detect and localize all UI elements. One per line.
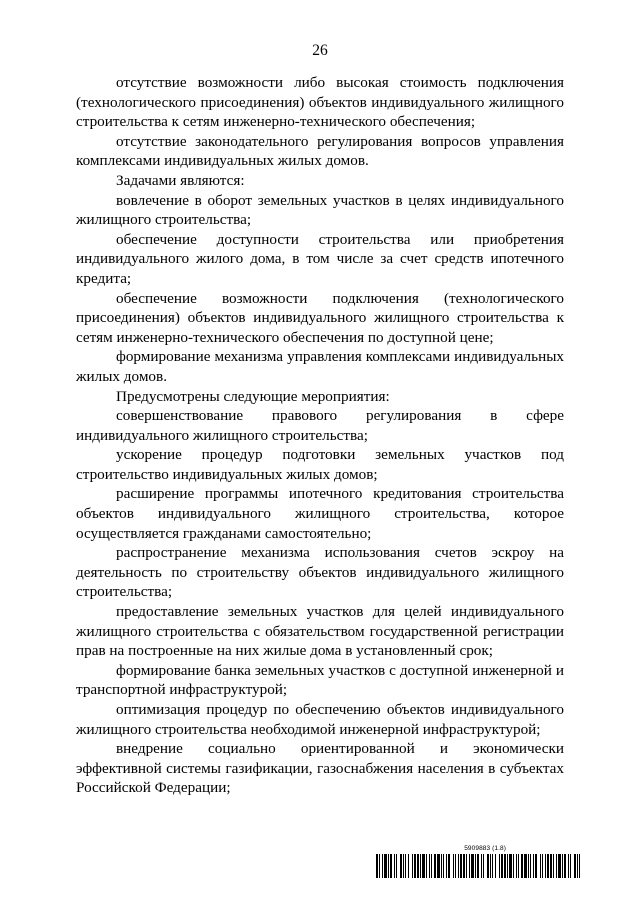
- paragraph: предоставление земельных участков для целей индивидуального жилищного строительства с обязательством государственной регистрации прав на построенные на них жилые дома в установленный срок;: [76, 603, 564, 660]
- paragraph: внедрение социально ориентированной и экономически эффективной системы газификации, газоснабжения населения в субъектах Российской Федерации;: [76, 740, 564, 797]
- paragraph: Задачами являются:: [116, 171, 245, 189]
- paragraph: отсутствие законодательного регулирования вопросов управления комплексами индивидуальных жилых домов.: [76, 132, 564, 170]
- paragraph: ускорение процедур подготовки земельных участков под строительство индивидуальных жилых домов;: [76, 446, 564, 483]
- barcode-image: [376, 854, 582, 878]
- paragraph: обеспечение доступности строительства или приобретения индивидуального жилого дома, в том числе за счет средств ипотечного кредита;: [76, 230, 564, 287]
- barcode-code-text: 5909883 (1.8): [464, 845, 506, 852]
- document-barcode: [376, 845, 582, 878]
- document-body: [76, 73, 564, 798]
- paragraph: отсутствие возможности либо высокая стоимость подключения (технологического присоединения) объектов индивидуального жилищного строительства к сетям инженерно-технического обеспечения;: [76, 74, 564, 131]
- paragraph: распространение механизма использования счетов эскроу на деятельность по строительству объектов индивидуального жилищного строительства;: [76, 544, 564, 601]
- paragraph: формирование банка земельных участков с доступной инженерной и транспортной инфраструктурой;: [76, 661, 564, 699]
- paragraph: формирование механизма управления комплексами индивидуальных жилых домов.: [76, 348, 564, 385]
- paragraph: Предусмотрены следующие мероприятия:: [116, 387, 390, 405]
- paragraph: обеспечение возможности подключения (технологического присоединения) объектов индивидуального жилищного строительства к сетям инженерно-технического обеспечения по доступной цене;: [76, 289, 564, 346]
- paragraph: вовлечение в оборот земельных участков в целях индивидуального жилищного строительства;: [76, 191, 564, 229]
- paragraph: оптимизация процедур по обеспечению объектов индивидуального жилищного строительства необходимой инженерной инфраструктурой;: [76, 701, 564, 738]
- paragraph: расширение программы ипотечного кредитования строительства объектов индивидуального жилищного строительства, которое осуществляется гражданами самостоятельно;: [76, 485, 564, 542]
- page-number: 26: [312, 42, 328, 59]
- paragraph: совершенствование правового регулирования в сфере индивидуального жилищного строительства;: [76, 407, 564, 444]
